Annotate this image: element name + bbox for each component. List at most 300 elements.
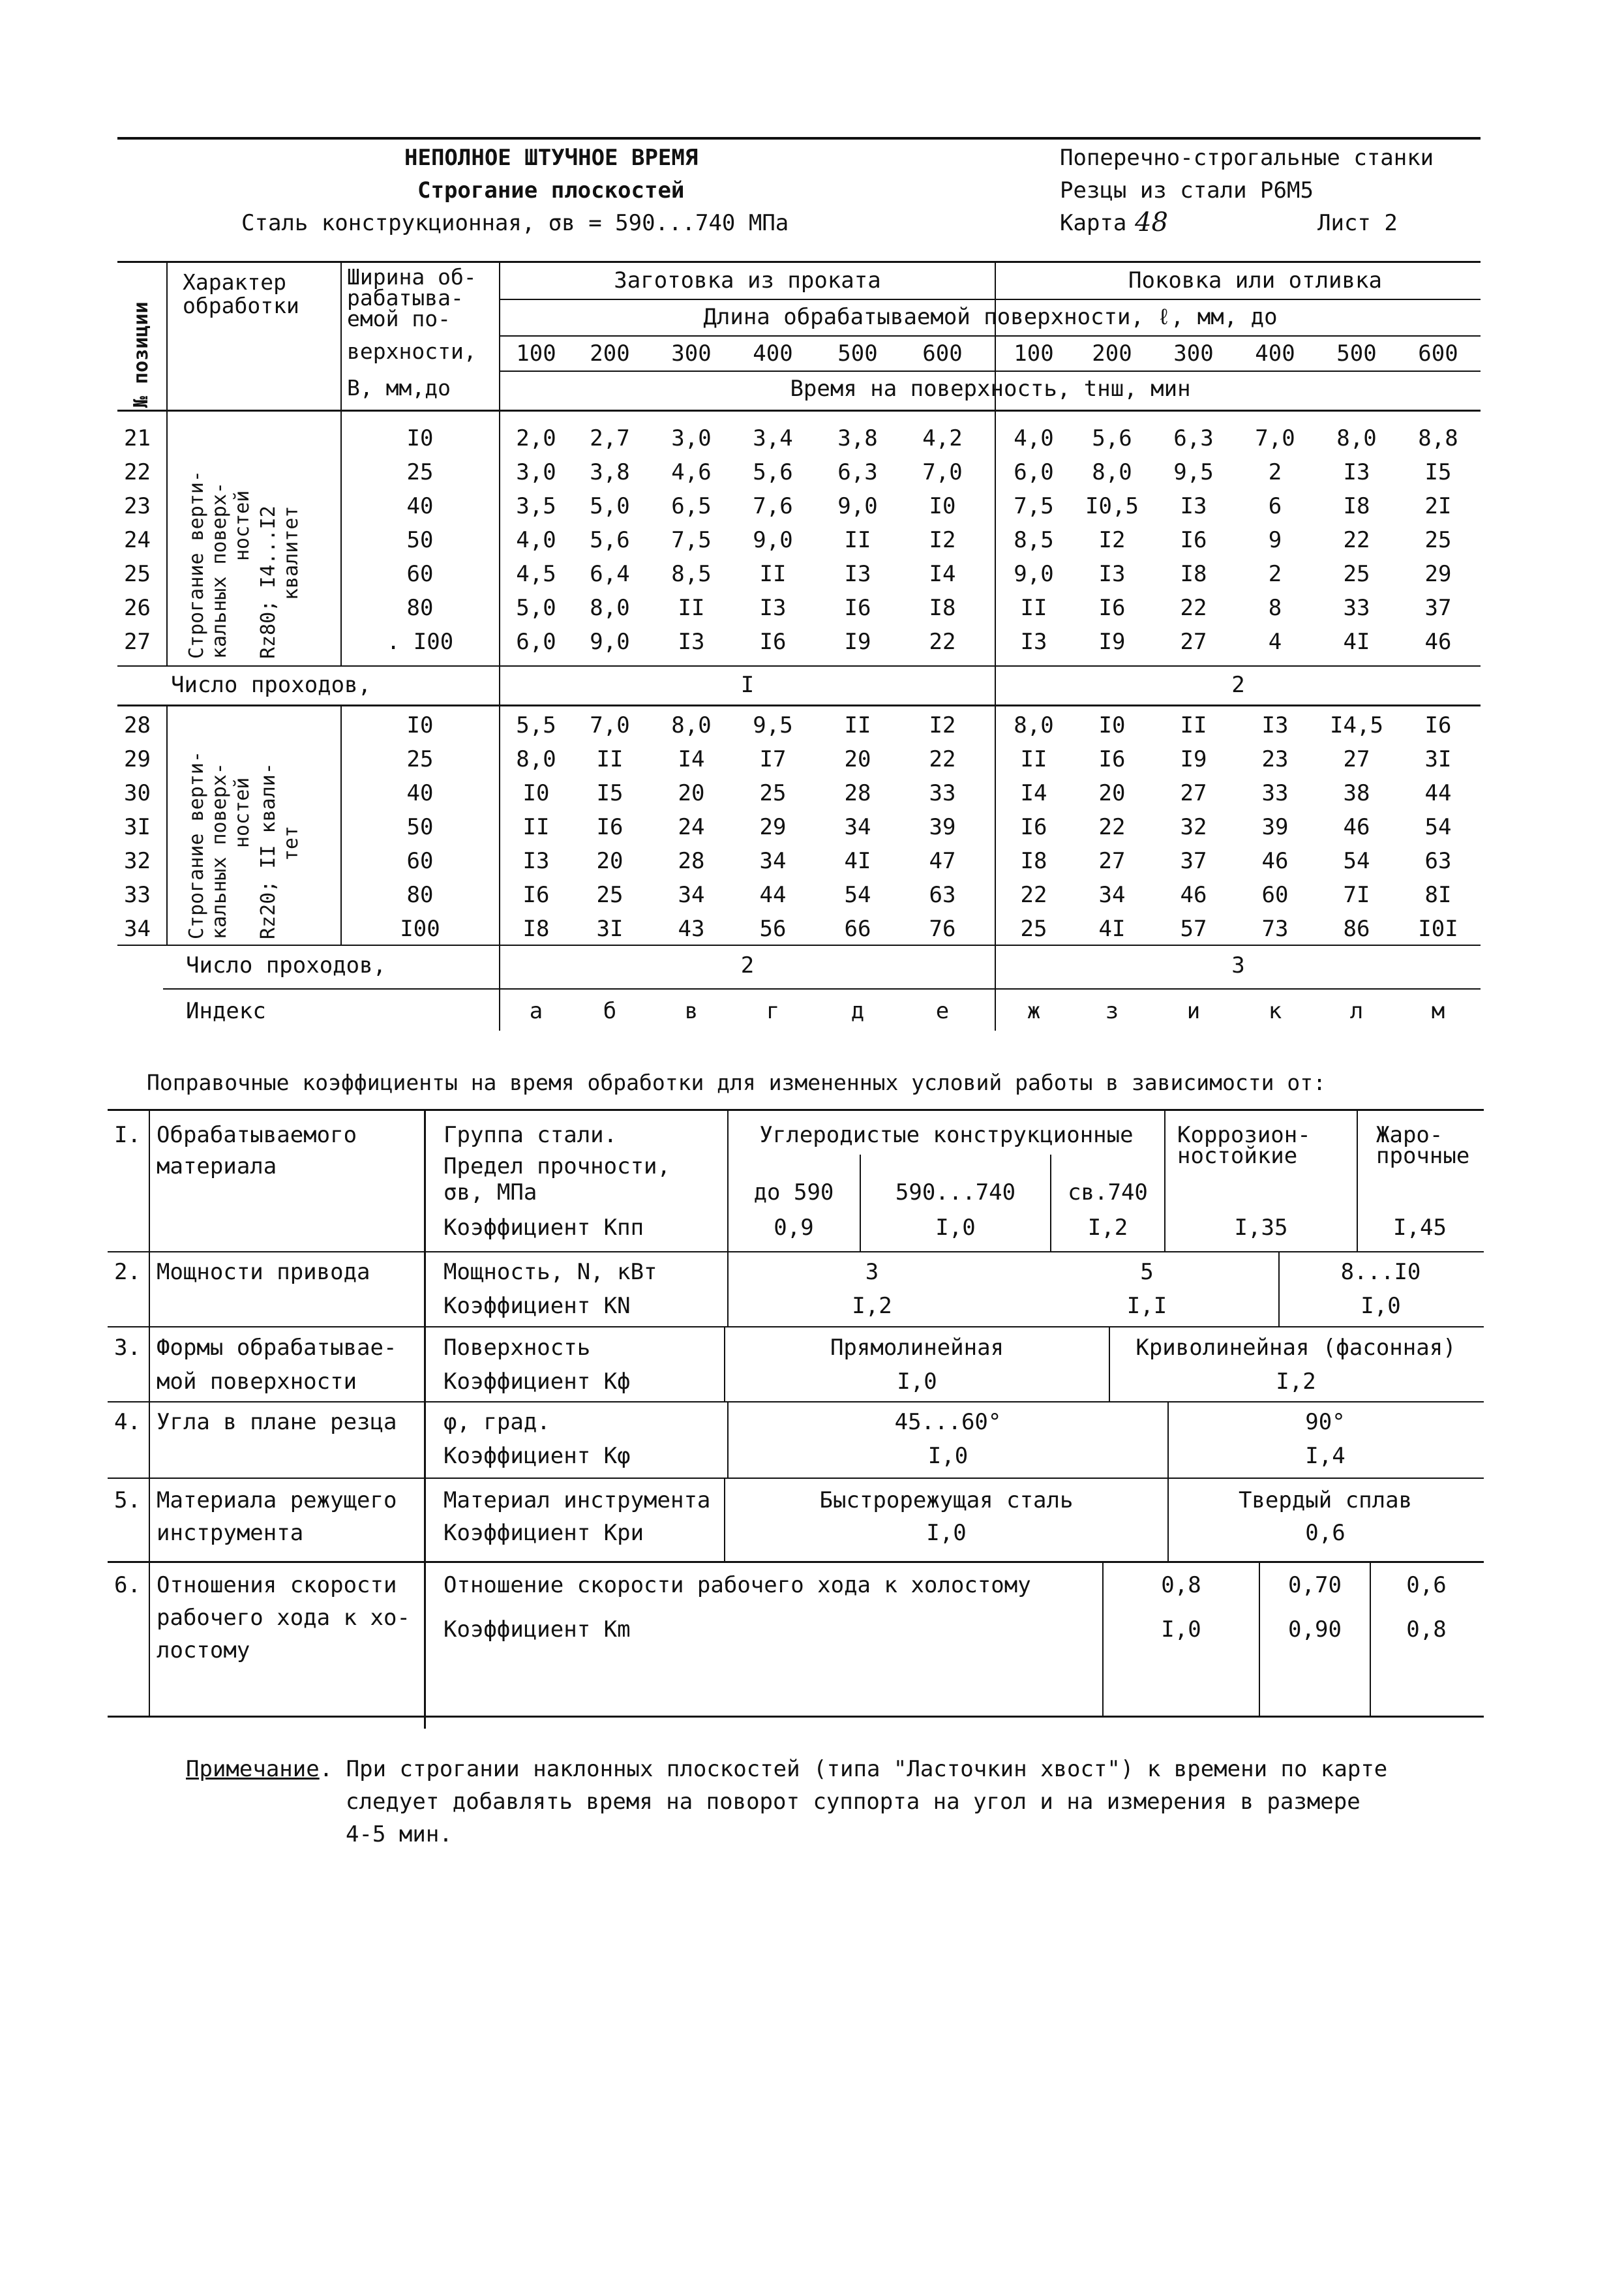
block2-cell-34-12: I0I	[1418, 916, 1458, 942]
coef-row5-k-2: 0,6	[1305, 1520, 1346, 1546]
block1-label-2: кальных поверх-	[208, 482, 231, 659]
block2-cell-3I-6: 39	[929, 814, 956, 840]
block2-cell-30-12: 44	[1424, 780, 1452, 806]
coef-row3-k-2: I,2	[1276, 1369, 1316, 1395]
block1-row-width-23: 40	[406, 493, 434, 519]
block1-label-1: Строгание верти-	[185, 470, 208, 659]
block2-cell-32-4: 34	[759, 848, 787, 874]
block1-row-pos-25: 25	[124, 561, 151, 587]
coef-row3-val-1: Прямолинейная	[830, 1335, 1004, 1361]
block1-cell-27-11: 4I	[1343, 629, 1370, 655]
block1-cell-24-12: 25	[1424, 527, 1452, 553]
block2-row-width-30: 40	[406, 780, 434, 806]
group-rolled-header: Заготовка из проката	[614, 267, 881, 294]
block2-cell-34-5: 66	[844, 916, 871, 942]
card-number: 48	[1135, 207, 1168, 237]
block2-row-pos-32: 32	[124, 848, 151, 874]
block2-cell-33-12: 8I	[1424, 882, 1452, 908]
coef-row6-name-3: лостому	[157, 1637, 250, 1663]
length-value-11: 500	[1336, 341, 1377, 367]
block1-cell-27-7: I3	[1020, 629, 1047, 655]
block1-cell-24-5: II	[844, 527, 871, 553]
block1-cell-21-9: 6,3	[1173, 425, 1214, 451]
block2-cell-34-2: 3I	[596, 916, 624, 942]
index-value-12: м	[1431, 998, 1445, 1024]
block1-passes-rolled: I	[740, 672, 755, 698]
block2-cell-33-10: 60	[1261, 882, 1289, 908]
note-line-1	[186, 1756, 1387, 1782]
length-value-7: 100	[1014, 341, 1054, 367]
length-value-10: 400	[1255, 341, 1295, 367]
coef-row3-name-1: Формы обрабатывае-	[157, 1335, 397, 1361]
coef-row3-param-2: Коэффициент Кф	[444, 1369, 631, 1395]
cutter-material: Резцы из стали Р6М5	[1060, 177, 1314, 204]
block2-cell-28-3: 8,0	[671, 712, 712, 738]
block2-cell-32-8: 27	[1098, 848, 1126, 874]
machine-type: Поперечно-строгальные станки	[1060, 145, 1434, 171]
coef-row1-k-2: I,0	[935, 1215, 976, 1241]
block1-cell-27-9: 27	[1180, 629, 1207, 655]
block1-passes-forging: 2	[1231, 672, 1245, 698]
block1-cell-25-11: 25	[1343, 561, 1370, 587]
coef-row6-name-2: рабочего хода к хо-	[157, 1605, 410, 1631]
coef-row6-val-2: 0,70	[1288, 1572, 1342, 1598]
block1-cell-24-4: 9,0	[753, 527, 793, 553]
block2-cell-28-4: 9,5	[753, 712, 793, 738]
col-width-header-2: рабатыва-	[347, 285, 464, 311]
block1-cell-25-3: 8,5	[671, 561, 712, 587]
coef-row6-name-1: Отношения скорости	[157, 1572, 397, 1598]
block2-row-pos-28: 28	[124, 712, 151, 738]
block2-cell-30-1: I0	[522, 780, 550, 806]
block2-cell-28-6: I2	[929, 712, 956, 738]
block2-cell-3I-8: 22	[1098, 814, 1126, 840]
block1-row-width-27: . I00	[386, 629, 454, 655]
block1-cell-21-12: 8,8	[1418, 425, 1458, 451]
coef-row3-param-1: Поверхность	[444, 1335, 591, 1361]
block2-cell-29-5: 20	[844, 746, 871, 772]
block2-cell-28-1: 5,5	[516, 712, 556, 738]
block2-cell-3I-3: 24	[678, 814, 705, 840]
block2-cell-30-2: I5	[596, 780, 624, 806]
coef-row2-param-2: Коэффициент КN	[444, 1293, 631, 1319]
block2-row-pos-33: 33	[124, 882, 151, 908]
block2-cell-33-2: 25	[596, 882, 624, 908]
block2-cell-28-10: I3	[1261, 712, 1289, 738]
length-value-12: 600	[1418, 341, 1458, 367]
block2-cell-29-3: I4	[678, 746, 705, 772]
coef-row1-k-3: I,2	[1087, 1215, 1128, 1241]
coef-row3-k-1: I,0	[897, 1369, 937, 1395]
top-rule	[117, 137, 1481, 140]
coef-row1-group-carbon: Углеродистые конструкционные	[759, 1122, 1134, 1148]
block2-passes-label: Число проходов,	[186, 952, 387, 978]
block1-cell-23-1: 3,5	[516, 493, 556, 519]
index-value-5: д	[850, 998, 865, 1024]
block2-label-1: Строгание верти-	[185, 751, 208, 939]
note-line-2: следует добавлять время на поворот суппорта на угол и на измерения в размере	[346, 1789, 1361, 1815]
block2-cell-34-11: 86	[1343, 916, 1370, 942]
block2-label-3: ностей	[231, 777, 254, 848]
block1-cell-22-2: 3,8	[590, 459, 630, 485]
coef-row2-param-1: Мощность, N, кВт	[444, 1259, 657, 1285]
length-value-8: 200	[1092, 341, 1132, 367]
coef-row1-k-4: I,35	[1234, 1215, 1288, 1241]
block2-cell-34-7: 25	[1020, 916, 1047, 942]
coef-row1-param-4: Коэффициент Кпп	[444, 1215, 644, 1241]
index-value-8: з	[1105, 998, 1119, 1024]
block1-cell-24-8: I2	[1098, 527, 1126, 553]
block1-cell-26-5: I6	[844, 595, 871, 621]
length-value-1: 100	[516, 341, 556, 367]
block2-cell-32-6: 47	[929, 848, 956, 874]
coef-row2-num: 2.	[114, 1259, 141, 1285]
coef-row4-val-1: 45...60°	[894, 1409, 1002, 1435]
block1-cell-23-11: I8	[1343, 493, 1370, 519]
index-value-11: л	[1349, 998, 1364, 1024]
length-value-2: 200	[590, 341, 630, 367]
coef-row6-k-2: 0,90	[1288, 1616, 1342, 1643]
block2-cell-29-8: I6	[1098, 746, 1126, 772]
block2-cell-28-9: II	[1180, 712, 1207, 738]
block2-cell-30-4: 25	[759, 780, 787, 806]
block1-row-width-21: I0	[406, 425, 434, 451]
block2-cell-34-10: 73	[1261, 916, 1289, 942]
block2-cell-28-5: II	[844, 712, 871, 738]
block1-cell-25-2: 6,4	[590, 561, 630, 587]
block2-cell-33-9: 46	[1180, 882, 1207, 908]
block2-cell-32-12: 63	[1424, 848, 1452, 874]
doc-material: Сталь конструкционная, σв = 590...740 МПа	[241, 210, 789, 236]
block2-cell-28-8: I0	[1098, 712, 1126, 738]
block1-cell-21-5: 3,8	[837, 425, 878, 451]
coef-row2-val-2: 5	[1140, 1259, 1154, 1285]
index-value-2: б	[603, 998, 617, 1024]
block2-cell-29-2: II	[596, 746, 624, 772]
coef-row4-num: 4.	[114, 1409, 141, 1435]
block2-cell-28-11: I4,5	[1330, 712, 1383, 738]
block1-label-4: Rz80; I4...I2	[257, 506, 280, 659]
block2-cell-28-12: I6	[1424, 712, 1452, 738]
note-label: Примечание	[186, 1756, 320, 1782]
doc-title: НЕПОЛНОЕ ШТУЧНОЕ ВРЕМЯ	[404, 145, 699, 171]
group-forging-header: Поковка или отливка	[1128, 267, 1382, 294]
block1-row-pos-24: 24	[124, 527, 151, 553]
block2-cell-30-5: 28	[844, 780, 871, 806]
block2-cell-29-11: 27	[1343, 746, 1370, 772]
block2-cell-34-4: 56	[759, 916, 787, 942]
block2-cell-3I-9: 32	[1180, 814, 1207, 840]
time-header: Время на поверхность, tнш, мин	[790, 376, 1191, 402]
coef-row1-group-stainless-2: ностойкие	[1177, 1143, 1298, 1169]
block2-cell-33-8: 34	[1098, 882, 1126, 908]
block1-cell-22-4: 5,6	[753, 459, 793, 485]
block1-cell-27-3: I3	[678, 629, 705, 655]
block2-cell-33-7: 22	[1020, 882, 1047, 908]
block1-cell-25-4: II	[759, 561, 787, 587]
coef-row2-val-1: 3	[865, 1259, 879, 1285]
block2-row-width-3I: 50	[406, 814, 434, 840]
length-value-4: 400	[753, 341, 793, 367]
coef-row4-k-2: I,4	[1305, 1443, 1346, 1469]
block1-cell-23-3: 6,5	[671, 493, 712, 519]
block1-cell-22-9: 9,5	[1173, 459, 1214, 485]
block1-cell-21-1: 2,0	[516, 425, 556, 451]
index-value-4: г	[766, 998, 780, 1024]
block1-cell-23-8: I0,5	[1085, 493, 1139, 519]
block1-cell-25-6: I4	[929, 561, 956, 587]
length-value-6: 600	[922, 341, 963, 367]
note-text-1: . При строгании наклонных плоскостей (типа "Ласточкин хвост") к времени по карте	[319, 1756, 1388, 1782]
block1-cell-22-11: I3	[1343, 459, 1370, 485]
block1-cell-22-7: 6,0	[1014, 459, 1054, 485]
block2-row-pos-34: 34	[124, 916, 151, 942]
coef-row1-range-2: 590...740	[895, 1179, 1016, 1205]
block1-cell-25-9: I8	[1180, 561, 1207, 587]
length-header: Длина обрабатываемой поверхности, ℓ, мм, до	[703, 304, 1278, 330]
block2-cell-29-6: 22	[929, 746, 956, 772]
block2-cell-3I-10: 39	[1261, 814, 1289, 840]
block1-cell-26-1: 5,0	[516, 595, 556, 621]
block1-cell-23-12: 2I	[1424, 493, 1452, 519]
coef-row1-k-1: 0,9	[774, 1215, 814, 1241]
block2-cell-30-7: I4	[1020, 780, 1047, 806]
card-label: Карта	[1060, 210, 1127, 236]
index-value-10: к	[1268, 998, 1282, 1024]
block2-label-5: тет	[280, 825, 303, 861]
block1-cell-23-10: 6	[1268, 493, 1282, 519]
index-value-9: и	[1186, 998, 1201, 1024]
block1-cell-27-10: 4	[1268, 629, 1282, 655]
coef-row6-param-1: Отношение скорости рабочего хода к холостому	[444, 1572, 1031, 1598]
coef-row5-param-2: Коэффициент Кри	[444, 1520, 644, 1546]
coef-row6-k-1: I,0	[1161, 1616, 1201, 1643]
coef-row2-name: Мощности привода	[157, 1259, 370, 1285]
block1-cell-22-12: I5	[1424, 459, 1452, 485]
block2-row-pos-30: 30	[124, 780, 151, 806]
block2-cell-34-8: 4I	[1098, 916, 1126, 942]
block2-cell-29-1: 8,0	[516, 746, 556, 772]
block1-cell-24-2: 5,6	[590, 527, 630, 553]
block2-cell-33-1: I6	[522, 882, 550, 908]
block2-cell-32-11: 54	[1343, 848, 1370, 874]
block1-cell-24-10: 9	[1268, 527, 1282, 553]
block1-cell-24-9: I6	[1180, 527, 1207, 553]
block1-cell-23-5: 9,0	[837, 493, 878, 519]
block2-cell-29-12: 3I	[1424, 746, 1452, 772]
block2-row-width-33: 80	[406, 882, 434, 908]
block2-label-4: Rz20; II квали-	[257, 763, 280, 939]
block1-cell-27-12: 46	[1424, 629, 1452, 655]
block2-cell-29-10: 23	[1261, 746, 1289, 772]
block1-row-pos-26: 26	[124, 595, 151, 621]
block1-cell-27-1: 6,0	[516, 629, 556, 655]
block1-cell-22-8: 8,0	[1092, 459, 1132, 485]
block1-cell-23-6: I0	[929, 493, 956, 519]
block2-passes-forging: 3	[1231, 952, 1245, 978]
block2-cell-29-4: I7	[759, 746, 787, 772]
block2-cell-32-2: 20	[596, 848, 624, 874]
coef-row6-num: 6.	[114, 1572, 141, 1598]
block1-cell-21-2: 2,7	[590, 425, 630, 451]
block2-row-width-29: 25	[406, 746, 434, 772]
block1-label-3: ностей	[231, 490, 254, 561]
block1-cell-26-9: 22	[1180, 595, 1207, 621]
block1-passes-label: Число проходов,	[171, 672, 372, 698]
block2-label-2: кальных поверх-	[208, 763, 231, 939]
coef-row1-name-1: Обрабатываемого	[157, 1122, 357, 1148]
coef-row6-val-3: 0,6	[1406, 1572, 1447, 1598]
block2-cell-32-5: 4I	[844, 848, 871, 874]
col-width-header-5: В, мм,до	[347, 375, 451, 401]
block1-cell-21-10: 7,0	[1255, 425, 1295, 451]
block2-cell-33-5: 54	[844, 882, 871, 908]
block1-cell-22-10: 2	[1268, 459, 1282, 485]
block2-cell-28-7: 8,0	[1014, 712, 1054, 738]
block1-cell-26-4: I3	[759, 595, 787, 621]
block2-cell-30-6: 33	[929, 780, 956, 806]
block2-cell-3I-5: 34	[844, 814, 871, 840]
block2-passes-rolled: 2	[740, 952, 755, 978]
block1-cell-23-9: I3	[1180, 493, 1207, 519]
coef-row3-val-2: Криволинейная (фасонная)	[1135, 1335, 1456, 1361]
block1-cell-22-1: 3,0	[516, 459, 556, 485]
block2-cell-34-3: 43	[678, 916, 705, 942]
block2-cell-29-9: I9	[1180, 746, 1207, 772]
length-value-9: 300	[1173, 341, 1214, 367]
block1-cell-27-5: I9	[844, 629, 871, 655]
block1-cell-21-6: 4,2	[922, 425, 963, 451]
block2-cell-32-3: 28	[678, 848, 705, 874]
block2-cell-34-9: 57	[1180, 916, 1207, 942]
block2-row-width-34: I00	[400, 916, 440, 942]
coef-row1-param-2: Предел прочности,	[444, 1153, 670, 1179]
block1-cell-27-6: 22	[929, 629, 956, 655]
coef-row3-num: 3.	[114, 1335, 141, 1361]
block2-cell-3I-1: II	[522, 814, 550, 840]
block1-cell-21-7: 4,0	[1014, 425, 1054, 451]
col-position-header: № позиции	[130, 301, 153, 408]
block1-cell-26-3: II	[678, 595, 705, 621]
coef-row1-param-3: σв, МПа	[444, 1179, 537, 1205]
length-value-3: 300	[671, 341, 712, 367]
block1-cell-27-8: I9	[1098, 629, 1126, 655]
block2-cell-32-7: I8	[1020, 848, 1047, 874]
col-width-header-3: емой по-	[347, 306, 451, 331]
coef-row2-val-3: 8...I0	[1340, 1259, 1421, 1285]
coef-row5-val-2: Твердый сплав	[1238, 1487, 1413, 1513]
block2-cell-29-7: II	[1020, 746, 1047, 772]
coef-row4-val-2: 90°	[1305, 1409, 1346, 1435]
block1-cell-26-8: I6	[1098, 595, 1126, 621]
block1-cell-26-11: 33	[1343, 595, 1370, 621]
block1-cell-24-6: I2	[929, 527, 956, 553]
coef-row6-param-2: Коэффициент Кm	[444, 1616, 631, 1643]
coef-row6-k-3: 0,8	[1406, 1616, 1447, 1643]
coef-row1-range-3: св.740	[1068, 1179, 1148, 1205]
block2-cell-3I-2: I6	[596, 814, 624, 840]
col-width-header-4: верхности,	[347, 339, 477, 364]
block2-row-pos-29: 29	[124, 746, 151, 772]
coef-row5-name-2: инструмента	[157, 1520, 304, 1546]
coef-row1-name-2: материала	[157, 1153, 277, 1179]
coef-row5-val-1: Быстрорежущая сталь	[819, 1487, 1074, 1513]
coef-row6-val-1: 0,8	[1161, 1572, 1201, 1598]
block1-cell-26-12: 37	[1424, 595, 1452, 621]
block1-row-pos-23: 23	[124, 493, 151, 519]
block1-cell-26-2: 8,0	[590, 595, 630, 621]
block1-cell-24-7: 8,5	[1014, 527, 1054, 553]
block1-cell-22-6: 7,0	[922, 459, 963, 485]
coef-row1-group-heat-1: Жаро-	[1376, 1122, 1443, 1148]
block1-cell-25-5: I3	[844, 561, 871, 587]
block2-cell-3I-11: 46	[1343, 814, 1370, 840]
block1-cell-24-1: 4,0	[516, 527, 556, 553]
coef-row1-range-1: до 590	[753, 1179, 834, 1205]
block2-row-pos-3I: 3I	[124, 814, 151, 840]
coef-row2-k-2: I,I	[1126, 1293, 1167, 1319]
block1-cell-25-8: I3	[1098, 561, 1126, 587]
doc-subtitle: Строгание плоскостей	[417, 177, 685, 204]
length-value-5: 500	[837, 341, 878, 367]
block1-cell-21-8: 5,6	[1092, 425, 1132, 451]
coef-row1-param-1: Группа стали.	[444, 1122, 618, 1148]
coef-row4-param-2: Коэффициент Кφ	[444, 1443, 631, 1469]
coef-row1-k-5: I,45	[1393, 1215, 1447, 1241]
index-value-7: ж	[1027, 998, 1041, 1024]
col-char-header-1: Характер	[183, 269, 286, 295]
block2-cell-34-6: 76	[929, 916, 956, 942]
block1-cell-22-3: 4,6	[671, 459, 712, 485]
index-value-3: в	[684, 998, 699, 1024]
block1-label-5: квалитет	[280, 506, 303, 600]
block1-cell-23-4: 7,6	[753, 493, 793, 519]
block2-row-width-28: I0	[406, 712, 434, 738]
block2-cell-33-6: 63	[929, 882, 956, 908]
coef-row4-param-1: φ, град.	[444, 1409, 550, 1435]
block1-row-pos-22: 22	[124, 459, 151, 485]
block2-cell-33-3: 34	[678, 882, 705, 908]
block2-cell-3I-12: 54	[1424, 814, 1452, 840]
block2-cell-30-8: 20	[1098, 780, 1126, 806]
block2-cell-32-9: 37	[1180, 848, 1207, 874]
block1-cell-22-5: 6,3	[837, 459, 878, 485]
coef-row3-name-2: мой поверхности	[157, 1369, 357, 1395]
block2-cell-28-2: 7,0	[590, 712, 630, 738]
block1-cell-25-10: 2	[1268, 561, 1282, 587]
block1-cell-21-11: 8,0	[1336, 425, 1377, 451]
block1-row-pos-21: 21	[124, 425, 151, 451]
block1-cell-23-7: 7,5	[1014, 493, 1054, 519]
block2-cell-30-10: 33	[1261, 780, 1289, 806]
index-value-6: е	[935, 998, 950, 1024]
block2-cell-33-4: 44	[759, 882, 787, 908]
block1-cell-21-3: 3,0	[671, 425, 712, 451]
coef-row4-k-1: I,0	[927, 1443, 969, 1469]
block2-cell-3I-4: 29	[759, 814, 787, 840]
block2-cell-3I-7: I6	[1020, 814, 1047, 840]
coef-row1-num: I.	[114, 1122, 141, 1148]
block1-row-width-24: 50	[406, 527, 434, 553]
coef-row5-param-1: Материал инструмента	[444, 1487, 711, 1513]
coef-row5-k-1: I,0	[926, 1520, 967, 1546]
block1-cell-25-7: 9,0	[1014, 561, 1054, 587]
block1-row-width-22: 25	[406, 459, 434, 485]
block1-cell-25-1: 4,5	[516, 561, 556, 587]
block1-cell-26-6: I8	[929, 595, 956, 621]
index-value-1: а	[529, 998, 543, 1024]
coef-row4-name: Угла в плане резца	[157, 1409, 397, 1435]
